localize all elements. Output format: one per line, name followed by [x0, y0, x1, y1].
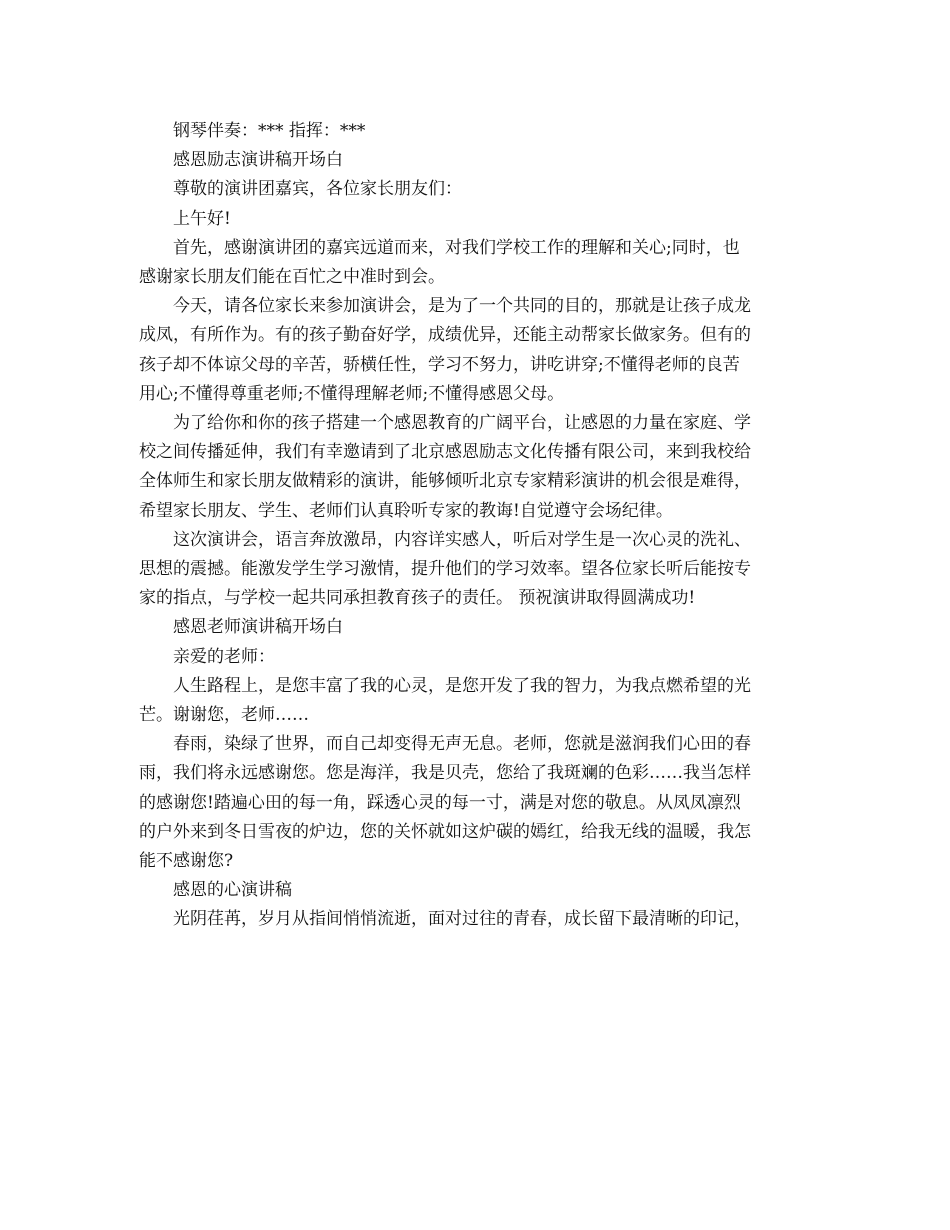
paragraph-line: 校之间传播延伸，我们有幸邀请到了北京感恩励志文化传播有限公司，来到我校给 — [139, 442, 751, 463]
paragraph-line: 光阴荏苒，岁月从指间悄悄流逝，面对过往的青春，成长留下最清晰的印记， — [173, 909, 751, 930]
paragraph-line: 希望家长朋友、学生、老师们认真聆听专家的教诲!自觉遵守会场纪律。 — [139, 500, 673, 521]
paragraph-line: 的户外来到冬日雪夜的炉边，您的关怀就如这炉碳的嫣红，给我无线的温暖，我怎 — [139, 821, 751, 842]
paragraph-line: 能不感谢您? — [139, 851, 234, 872]
paragraph-line: 春雨，染绿了世界，而自己却变得无声无息。老师，您就是滋润我们心田的春 — [173, 734, 751, 755]
section-heading-encouragement: 感恩励志演讲稿开场白 — [173, 150, 343, 171]
section-heading-grateful-heart: 感恩的心演讲稿 — [173, 880, 292, 901]
paragraph-line: 人生路程上，是您丰富了我的心灵，是您开发了我的智力，为我点燃希望的光 — [173, 675, 751, 696]
greeting: 上午好! — [173, 208, 231, 229]
paragraph-line: 首先，感谢演讲团的嘉宾远道而来，对我们学校工作的理解和关心;同时，也 — [173, 237, 740, 258]
paragraph-line: 的感谢您!踏遍心田的每一角，踩透心灵的每一寸，满是对您的敬息。从凤凤凛烈 — [139, 792, 741, 813]
paragraph-line: 家的指点，与学校一起共同承担教育孩子的责任。 预祝演讲取得圆满成功! — [139, 588, 696, 609]
salutation: 尊敬的演讲团嘉宾，各位家长朋友们： — [173, 179, 462, 200]
paragraph-line: 这次演讲会，语言奔放激昂，内容详实感人，听后对学生是一次心灵的洗礼、 — [173, 529, 751, 550]
accompaniment-line: 钢琴伴奏：*** 指挥：*** — [173, 121, 366, 141]
paragraph-line: 思想的震撼。能激发学生学习激情，提升他们的学习效率。望各位家长听后能按专 — [139, 559, 751, 580]
paragraph-line: 孩子却不体谅父母的辛苦，骄横任性，学习不努力，讲吃讲穿;不懂得老师的良苦 — [139, 354, 740, 375]
paragraph-line: 芒。谢谢您，老师…… — [139, 705, 309, 726]
teacher-salutation: 亲爱的老师： — [173, 646, 275, 667]
paragraph-line: 今天，请各位家长来参加演讲会，是为了一个共同的目的，那就是让孩子成龙 — [173, 296, 751, 317]
paragraph-line: 为了给你和你的孩子搭建一个感恩教育的广阔平台，让感恩的力量在家庭、学 — [173, 413, 751, 434]
paragraph-line: 成凤，有所作为。有的孩子勤奋好学，成绩优异，还能主动帮家长做家务。但有的 — [139, 325, 751, 346]
document-body — [139, 117, 812, 935]
paragraph-line: 用心;不懂得尊重老师;不懂得理解老师;不懂得感恩父母。 — [139, 383, 565, 404]
paragraph-line: 感谢家长朋友们能在百忙之中准时到会。 — [139, 267, 445, 288]
paragraph-line: 全体师生和家长朋友做精彩的演讲，能够倾听北京专家精彩演讲的机会很是难得， — [139, 471, 751, 492]
paragraph-line: 雨，我们将永远感谢您。您是海洋，我是贝壳，您给了我斑斓的色彩……我当怎样 — [139, 763, 751, 784]
section-heading-teacher: 感恩老师演讲稿开场白 — [173, 617, 343, 638]
